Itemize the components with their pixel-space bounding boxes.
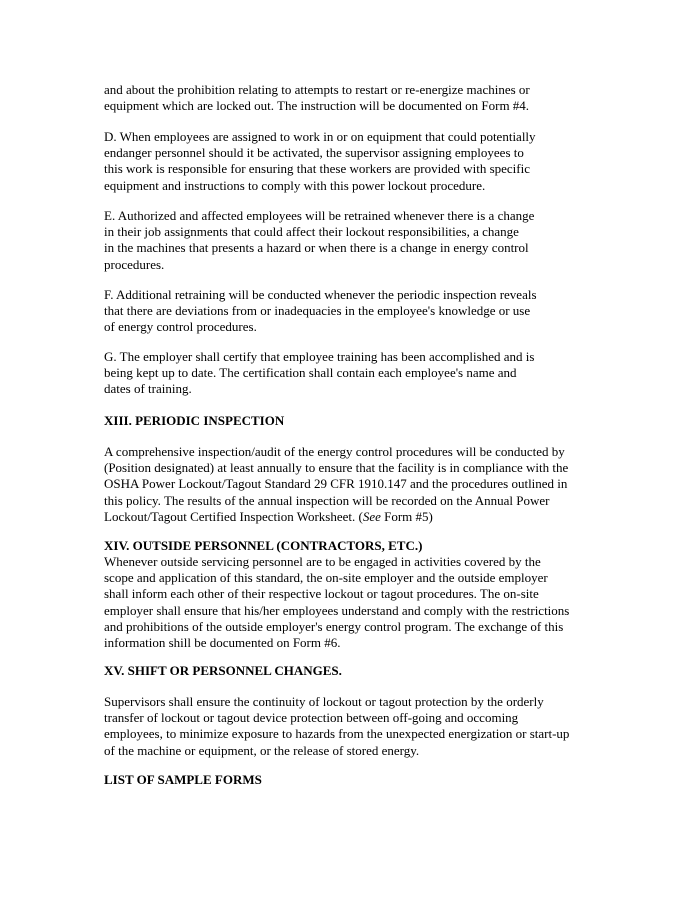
section-heading-xiii [104, 413, 624, 429]
text-line: D. When employees are assigned to work in or on equipment that could potentially [104, 129, 536, 144]
text-line: procedures. [104, 256, 165, 272]
text-line: of energy control procedures. [104, 319, 257, 335]
text-line: A comprehensive inspection/audit of the energy control procedures will be conducted by [104, 444, 565, 459]
text-line: scope and application of this standard, the on-site employer and the outside employer [104, 570, 548, 586]
text-line: Whenever outside servicing personnel are to be engaged in activities covered by the [104, 554, 541, 569]
text-line: and about the prohibition relating to attempts to restart or re-energize machines or [104, 82, 530, 97]
text-line [104, 509, 624, 525]
text-line: E. Authorized and affected employees will be retrained whenever there is a change [104, 208, 535, 223]
text-line: being kept up to date. The certification shall contain each employee's name and [104, 365, 517, 381]
text-line: equipment which are locked out. The instruction will be documented on Form #4. [104, 98, 530, 114]
text-line: in the machines that presents a hazard or when there is a change in energy control [104, 240, 529, 256]
section-heading: LIST OF SAMPLE FORMS [104, 772, 262, 787]
section-heading: XIV. OUTSIDE PERSONNEL (CONTRACTORS, ETC.) [104, 538, 423, 553]
section-heading-forms [104, 772, 624, 788]
text-line: this policy. The results of the annual inspection will be recorded on the Annual Power [104, 492, 550, 508]
text-line: this work is responsible for ensuring that these workers are provided with specific [104, 161, 531, 177]
section-heading: XV. SHIFT OR PERSONNEL CHANGES. [104, 663, 342, 678]
paragraph-xv [104, 694, 624, 759]
text-line: equipment and instructions to comply with this power lockout procedure. [104, 177, 486, 193]
section-heading-xv [104, 663, 624, 679]
text-line: (Position designated) at least annually to ensure that the facility is in compliance with the [104, 460, 569, 476]
text-line: that there are deviations from or inadequacies in the employee's knowledge or use [104, 303, 531, 319]
text-line: and prohibitions of the outside employer's energy control program. The exchange of this [104, 618, 564, 634]
paragraph-g [104, 349, 624, 398]
paragraph-f [104, 287, 624, 336]
text-line: endanger personnel should it be activated, the supervisor assigning employees to [104, 145, 524, 161]
section-heading-xiv [104, 538, 624, 554]
intro-paragraph [104, 82, 624, 114]
text-line: transfer of lockout or tagout device protection between off-going and occoming [104, 710, 519, 726]
paragraph-e [104, 208, 624, 273]
text-line: employer shall ensure that his/her employees understand and comply with the restrictions [104, 602, 570, 618]
text-line: dates of training. [104, 381, 192, 397]
text-line: of the machine or equipment, or the release of stored energy. [104, 742, 420, 758]
italic-text: See [362, 508, 381, 524]
text-line: in their job assignments that could affect their lockout responsibilities, a change [104, 224, 519, 240]
text-line: OSHA Power Lockout/Tagout Standard 29 CFR 1910.147 and the procedures outlined in [104, 476, 568, 492]
paragraph-d [104, 129, 624, 194]
text-line: Supervisors shall ensure the continuity of lockout or tagout protection by the orderly [104, 694, 544, 709]
paragraph-xiii [104, 444, 624, 525]
text-line: employees, to minimize exposure to hazards from the unexpected energization or start-up [104, 726, 570, 742]
paragraph-xiv [104, 554, 624, 651]
text-run: Lockout/Tagout Certified Inspection Worksheet. ( [104, 508, 363, 524]
text-line: F. Additional retraining will be conducted whenever the periodic inspection reveals [104, 287, 537, 302]
section-heading: XIII. PERIODIC INSPECTION [104, 413, 285, 428]
text-run: Form #5) [380, 508, 433, 524]
text-line: G. The employer shall certify that employee training has been accomplished and is [104, 349, 535, 364]
text-line: shall inform each other of their respective lockout or tagout procedures. The on-site [104, 586, 539, 602]
text-line: information shill be documented on Form #6. [104, 634, 341, 650]
